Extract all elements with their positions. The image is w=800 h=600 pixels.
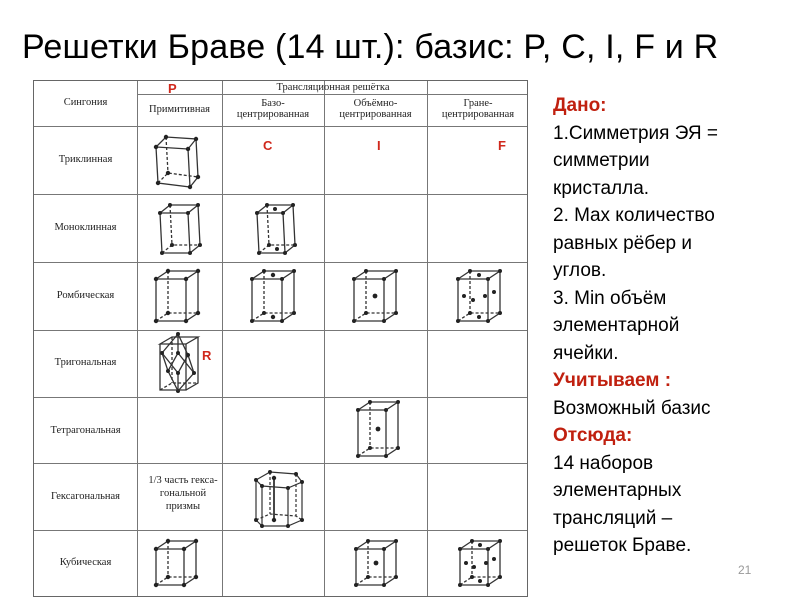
header-base-centered: Базо- центрированная <box>236 98 310 120</box>
tetragonal-primitive-cell-icon <box>156 334 202 394</box>
hence-line: 14 наборов <box>553 452 654 474</box>
consider-line: Возможный базис <box>553 397 711 419</box>
given-line: углов. <box>553 260 607 281</box>
col-divider <box>427 81 428 596</box>
header-syngony: Сингония <box>63 97 108 108</box>
row-label-trigonal: Тригональная <box>54 357 117 368</box>
row-divider <box>34 194 527 195</box>
hexagonal-primitive-cell-icon <box>246 468 306 530</box>
row-divider <box>34 330 527 331</box>
marker-p: P <box>168 81 177 96</box>
hexagonal-prism-note: 1/3 часть гекса- гональной призмы <box>148 475 218 512</box>
cubic-body-centered-cell-icon <box>352 537 400 591</box>
slide-title: Решетки Браве (14 шт.): базис: P, C, I, F и R <box>22 28 719 66</box>
cubic-face-centered-cell-icon <box>456 537 504 591</box>
monoclinic-base-centered-cell-icon <box>251 201 297 259</box>
col-divider <box>222 81 223 596</box>
cubic-primitive-cell-icon <box>152 537 200 591</box>
orthorhombic-body-centered-cell-icon <box>350 267 400 327</box>
orthorhombic-face-centered-cell-icon <box>454 267 504 327</box>
orthorhombic-primitive-cell-icon <box>152 267 202 327</box>
orthorhombic-base-centered-cell-icon <box>248 267 298 327</box>
given-line: 2. Max количество <box>553 205 715 226</box>
row-label-monoclinic: Моноклинная <box>54 222 117 233</box>
row-label-triclinic: Триклинная <box>58 154 113 165</box>
monoclinic-primitive-cell-icon <box>154 201 202 259</box>
row-label-cubic: Кубическая <box>59 557 112 568</box>
row-divider <box>34 530 527 531</box>
row-divider <box>34 397 527 398</box>
header-face-centered: Гране- центрированная <box>441 98 515 120</box>
row-divider <box>137 94 527 95</box>
tetragonal-body-centered-cell-icon <box>354 398 402 462</box>
row-label-hexagonal: Гексагональная <box>50 491 121 502</box>
col-divider <box>137 81 138 596</box>
row-divider <box>34 463 527 464</box>
given-line: симметрии <box>553 150 650 171</box>
row-label-tetragonal: Тетрагональная <box>50 425 121 436</box>
marker-f: F <box>498 138 506 153</box>
explanation-panel <box>553 92 793 560</box>
hence-label: Отсюда: <box>553 425 633 446</box>
row-divider <box>34 262 527 263</box>
header-translational-lattice: Трансляционная решётка <box>276 82 390 93</box>
row-label-orthorhombic: Ромбическая <box>56 290 115 301</box>
triclinic-primitive-cell-icon <box>152 133 202 191</box>
marker-i: I <box>377 138 381 153</box>
hence-line: решеток Браве. <box>553 535 692 556</box>
given-line: равных рёбер и <box>553 232 692 254</box>
given-line: кристалла. <box>553 177 650 199</box>
marker-r: R <box>202 348 212 363</box>
given-line: 1.Симметрия ЭЯ = <box>553 122 719 144</box>
given-line: ячейки. <box>553 342 619 364</box>
bravais-lattice-table <box>33 80 528 597</box>
consider-label: Учитываем : <box>553 370 672 391</box>
header-primitive: Примитивная <box>149 104 210 115</box>
marker-c: C <box>263 138 273 153</box>
given-line: элементарной <box>553 315 680 336</box>
slide-number: 21 <box>738 563 752 577</box>
hence-line: трансляций – <box>553 507 673 529</box>
given-line: 3. Min объём <box>553 287 667 309</box>
col-divider <box>324 81 325 596</box>
row-divider <box>34 126 527 127</box>
header-body-centered: Объёмно- центрированная <box>339 98 412 120</box>
given-label: Дано: <box>553 95 607 116</box>
hence-line: элементарных <box>553 480 682 501</box>
